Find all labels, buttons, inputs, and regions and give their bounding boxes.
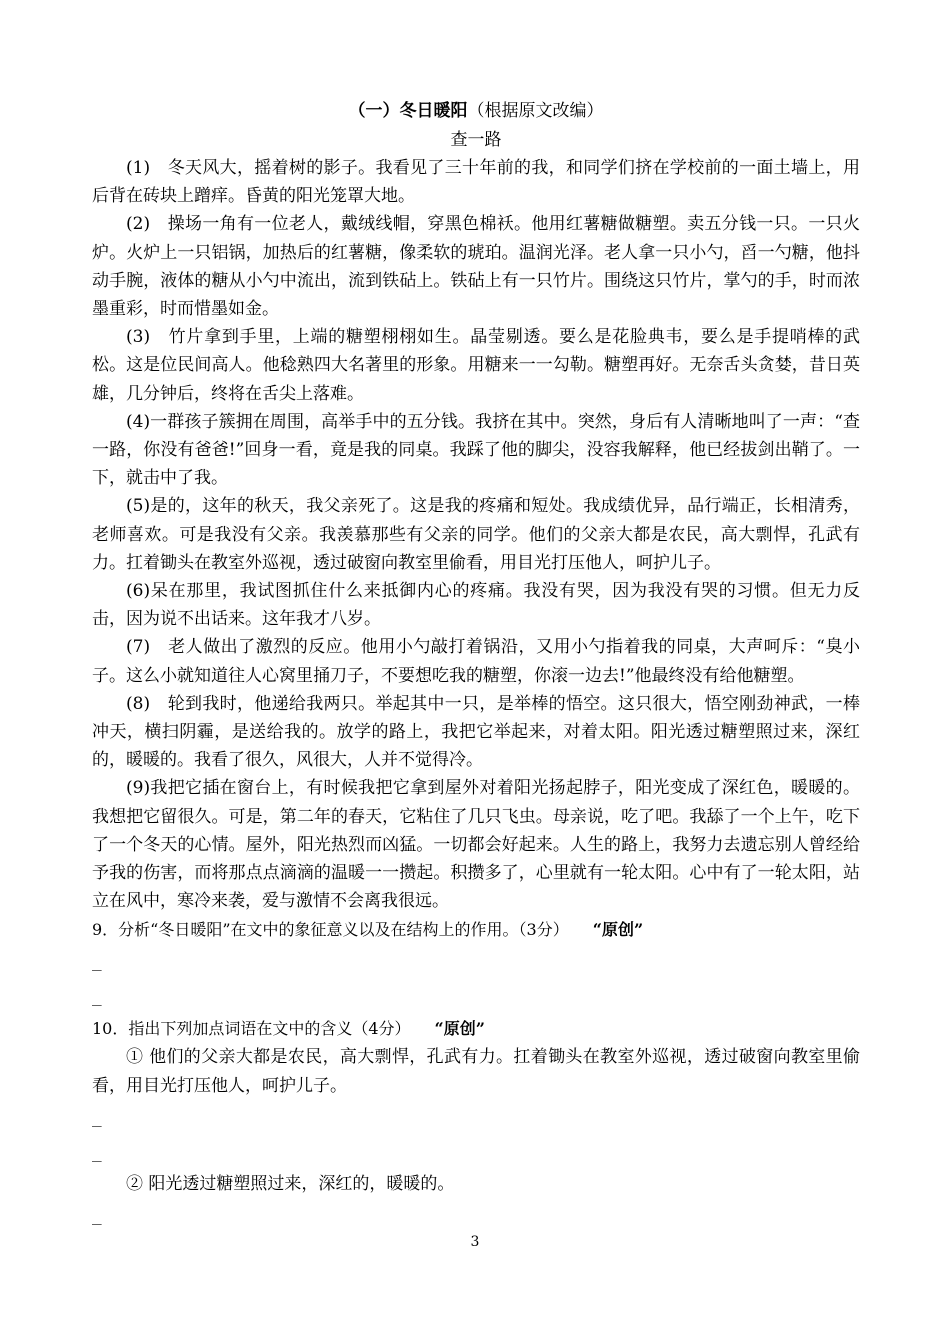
paragraph-8: (8) 轮到我时，他递给我两只。举起其中一只，是举棒的悟空。这只很大，悟空刚劲神武，一棒冲天，横扫阴霾，是送给我的。放学的路上，我把它举起来，对着太阳。阳光透过糖塑照过来，深红的，暖暖的。我看了很久，风很大，人并不觉得冷。 <box>92 693 860 771</box>
question-9-text: 9．分析“冬日暖阳”在文中的象征意义以及在结构上的作用。（3分） <box>92 920 569 940</box>
paragraph-3: (3) 竹片拿到手里，上端的糖塑栩栩如生。晶莹剔透。要么是花脸典韦，要么是手提哨棒的武松。这是位民间高人。他稔熟四大名著里的形象。用糖来一一勾勒。糖塑再好。无奈舌头贪婪，昔日英雄，几分钟后，终将在舌尖上落难。 <box>92 327 860 404</box>
document-page <box>92 96 860 1233</box>
question-10-text: 10．指出下列加点词语在文中的含义（4分） <box>92 1019 411 1039</box>
author-name: 查一路 <box>450 130 502 150</box>
answer-blank-9b[interactable]: _ <box>92 987 102 1007</box>
question-10-sub-1: ① 他们的父亲大都是农民，高大剽悍，孔武有力。扛着锄头在教室外巡视，透过破窗向教室里偷看，用目光打压他人，呵护儿子。 <box>92 1047 860 1096</box>
question-10-sub-2: ② 阳光透过糖塑照过来，深红的，暖暖的。 <box>126 1173 455 1194</box>
title-note: （根据原文改编） <box>467 101 604 121</box>
title-main: （一）冬日暖阳 <box>348 101 468 121</box>
answer-blank-10-1a[interactable]: _ <box>92 1107 102 1127</box>
paragraph-6: (6)呆在那里，我试图抓住什么来抵御内心的疼痛。我没有哭，因为我没有哭的习惯。但无力反击，因为说不出话来。这年我才八岁。 <box>92 581 860 630</box>
paragraph-1: (1) 冬天风大，摇着树的影子。我看见了三十年前的我，和同学们挤在学校前的一面土墙上，用后背在砖块上蹭痒。昏黄的阳光笼罩大地。 <box>92 158 860 207</box>
paragraph-5: (5)是的，这年的秋天，我父亲死了。这是我的疼痛和短处。我成绩优异，品行端正，长相清秀，老师喜欢。可是我没有父亲。我羡慕那些有父亲的同学。他们的父亲大都是农民，高大剽悍，孔武有力。扛着锄头在教室外巡视，透过破窗向教室里偷看，用目光打压他人，呵护儿子。 <box>92 496 860 573</box>
answer-blank-10-2a[interactable]: _ <box>92 1206 102 1226</box>
article-title <box>92 96 860 126</box>
answer-blank-10-1b[interactable]: _ <box>92 1142 102 1162</box>
paragraph-4: (4)一群孩子簇拥在周围，高举手中的五分钱。我挤在其中。突然，身后有人清晰地叫了一声：“查一路，你没有爸爸!”回身一看，竟是我的同桌。我踩了他的脚尖，没容我解释，他已经拔剑出鞘了。一下，就击中了我。 <box>92 411 860 489</box>
question-10-tag: “原创” <box>434 1019 485 1039</box>
question-10 <box>92 1014 860 1043</box>
answer-blank-9a[interactable]: _ <box>92 952 102 972</box>
question-9 <box>92 915 860 944</box>
paragraph-7: (7) 老人做出了激烈的反应。他用小勺敲打着锅沿，又用小勺指着我的同桌，大声呵斥：“臭小子。这么小就知道往人心窝里捅刀子，不要想吃我的糖塑，你滚一边去!”他最终没有给他糖塑。 <box>92 637 860 686</box>
paragraph-2: (2) 操场一角有一位老人，戴绒线帽，穿黑色棉袄。他用红薯糖做糖塑。卖五分钱一只。一只火炉。火炉上一只铝锅，加热后的红薯糖，像柔软的琥珀。温润光泽。老人拿一只小勺，舀一勺糖，他抖动手腕，液体的糖从小勺中流出，流到铁砧上。铁砧上有一只竹片。围绕这只竹片，掌勺的手，时而浓墨重彩，时而惜墨如金。 <box>92 214 860 320</box>
question-9-tag: “原创” <box>592 920 644 940</box>
page-number: 3 <box>470 1234 480 1250</box>
paragraph-9: (9)我把它插在窗台上，有时候我把它拿到屋外对着阳光扬起脖子，阳光变成了深红色，暖暖的。我想把它留很久。可是，第二年的春天，它粘住了几只飞虫。母亲说，吃了吧。我舔了一个上午，吃下了一个冬天的心情。屋外，阳光热烈而凶猛。一切都会好起来。人生的路上，我努力去遗忘别人曾经给予我的伤害，而将那点点滴滴的温暖一一攒起。积攒多了，心里就有一轮太阳。心中有了一轮太阳，站立在风中，寒冷来袭，爱与激情不会离我很远。 <box>92 778 860 912</box>
